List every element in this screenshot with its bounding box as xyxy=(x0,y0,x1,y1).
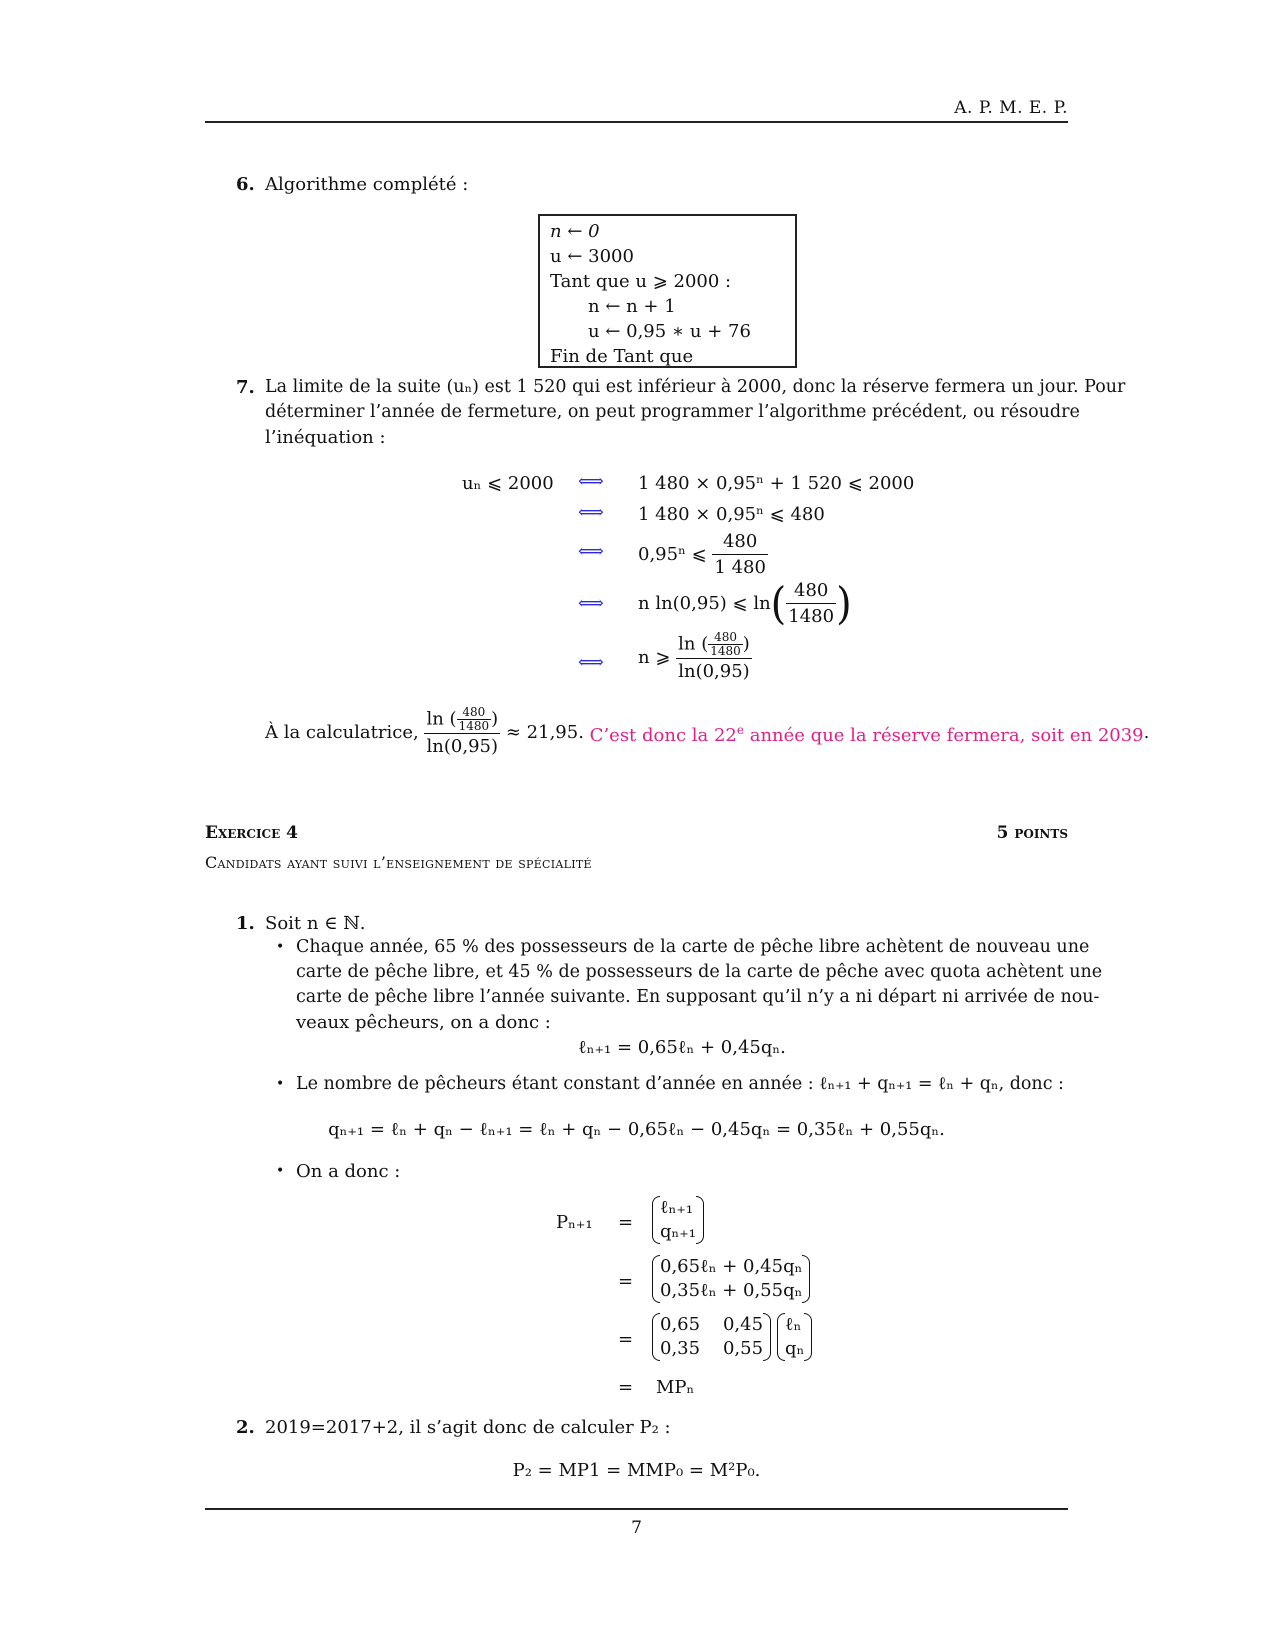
algo-line: n ← 0 xyxy=(550,221,600,242)
algo-line: n ← n + 1 xyxy=(588,296,676,317)
matrix-cell: qₙ₊₁ xyxy=(660,1221,697,1242)
algo-line: Tant que u ⩾ 2000 : xyxy=(550,271,732,292)
equiv-arrow: ⟺ xyxy=(578,471,604,492)
ineq-row-5 xyxy=(638,631,752,684)
fraction xyxy=(676,631,752,684)
algorithm-box xyxy=(538,214,797,368)
q7-line2: déterminer l’année de fermeture, on peut programmer l’algorithme précédent, ou résoudre xyxy=(265,402,1080,422)
equals-sign: = xyxy=(618,1271,634,1292)
p1-intro: Soit n ∈ ℕ. xyxy=(265,913,366,934)
footer-rule xyxy=(205,1508,1068,1510)
q6-text: Algorithme complété : xyxy=(265,174,469,195)
inner-fraction xyxy=(708,631,743,658)
matrix-cell: 0,65 xyxy=(660,1314,701,1335)
p2-eq: P₂ = MP1 = MMP₀ = M²P₀. xyxy=(512,1460,761,1481)
matrix-cell: 0,35ℓₙ + 0,55qₙ xyxy=(660,1280,803,1301)
p1-b1-line4: veaux pêcheurs, on a donc : xyxy=(296,1012,551,1033)
matrix-product xyxy=(652,1313,812,1361)
algo-line: u ← 0,95 ∗ u + 76 xyxy=(588,321,751,342)
ineq-row-3 xyxy=(638,529,768,580)
vector-pn xyxy=(777,1313,812,1361)
calc-approx: ≈ 21,95. xyxy=(505,722,584,743)
vector-pn1 xyxy=(652,1196,704,1244)
p1-b2: Le nombre de pêcheurs étant constant d’année en année : ℓₙ₊₁ + qₙ₊₁ = ℓₙ + qₙ, donc : xyxy=(296,1074,1064,1094)
q7-line3: l’inéquation : xyxy=(265,427,386,448)
bullet: • xyxy=(276,1076,285,1092)
equiv-arrow: ⟺ xyxy=(578,593,604,614)
bullet: • xyxy=(276,1163,285,1179)
ineq-lhs: uₙ ⩽ 2000 xyxy=(462,473,554,494)
page-number: 7 xyxy=(631,1518,642,1538)
left-paren: ( xyxy=(770,578,787,629)
fraction-numerator: ln ( $\frac{480}{1480}$ ) xyxy=(678,630,750,658)
period: . xyxy=(1143,722,1150,743)
equiv-arrow: ⟺ xyxy=(578,502,604,523)
calc-conclusion xyxy=(590,718,1144,748)
conclusion-sup: e xyxy=(736,722,744,737)
mpn: MPₙ xyxy=(656,1377,695,1398)
q7-number: 7. xyxy=(236,377,255,398)
ineq-row-4-left: n ln(0,95) ⩽ ln xyxy=(638,593,771,614)
matrix xyxy=(652,1255,810,1303)
p1-b1-line2: carte de pêche libre, et 45 % de possesseurs de la carte de pêche avec quota achètent une xyxy=(296,962,1103,982)
vector-expanded xyxy=(652,1255,810,1303)
p1-eq1: ℓₙ₊₁ = 0,65ℓₙ + 0,45qₙ. xyxy=(578,1037,786,1058)
exercise-subtitle: Candidats ayant suivi l’enseignement de spécialité xyxy=(205,853,592,872)
ineq-row-3-left: 0,95ⁿ ⩽ xyxy=(638,544,707,565)
p1-b1-line1: Chaque année, 65 % des possesseurs de la carte de pêche libre achètent de nouveau une xyxy=(296,937,1090,957)
equiv-arrow: ⟺ xyxy=(578,652,604,673)
fraction-numerator: 480 xyxy=(786,578,836,604)
conclusion-text-b: année que la réserve fermera, soit en 2039 xyxy=(744,724,1144,746)
p1-b1-line3: carte de pêche libre l’année suivante. En supposant qu’il n’y a ni départ ni arrivée de nou- xyxy=(296,987,1100,1007)
calc-prefix: À la calculatrice, xyxy=(265,722,419,743)
fraction-denominator: ln(0,95) xyxy=(678,661,750,682)
ineq-row-2: 1 480 × 0,95ⁿ ⩽ 480 xyxy=(638,504,825,525)
conclusion-text-a: C’est donc la 22 xyxy=(589,724,737,746)
ineq-row-5-left: n ⩾ xyxy=(638,647,671,668)
p1-eq2: qₙ₊₁ = ℓₙ + qₙ − ℓₙ₊₁ = ℓₙ + qₙ − 0,65ℓₙ − 0,45qₙ = 0,35ℓₙ + 0,55qₙ. xyxy=(328,1119,945,1140)
matrix-cell: ℓₙ xyxy=(785,1314,802,1335)
pn1-label: Pₙ₊₁ xyxy=(556,1212,593,1233)
fraction-denominator: ln(0,95) xyxy=(426,736,499,757)
p1-b3: On a donc : xyxy=(296,1161,401,1182)
p1-number: 1. xyxy=(236,913,255,934)
inner-denominator: 1480 xyxy=(710,644,741,658)
q7-line1: La limite de la suite (uₙ) est 1 520 qui est inférieur à 2000, donc la réserve fermera un jour. Pour xyxy=(265,377,1126,397)
fraction-denominator: 1480 xyxy=(788,606,835,627)
calculator-line xyxy=(265,706,1149,759)
inner-numerator: 480 xyxy=(708,631,743,645)
ineq-row-4 xyxy=(638,578,852,629)
fraction-numerator: 480 xyxy=(712,529,768,555)
equals-sign: = xyxy=(618,1329,634,1350)
equals-sign: = xyxy=(618,1212,634,1233)
exercise-points: 5 points xyxy=(996,823,1068,843)
matrix-cell: 0,35 xyxy=(660,1338,701,1359)
fraction-denominator: 1 480 xyxy=(714,557,766,578)
ineq-row-1: 1 480 × 0,95ⁿ + 1 520 ⩽ 2000 xyxy=(638,473,915,494)
fraction xyxy=(424,706,500,759)
matrix-cell: 0,45 xyxy=(722,1314,764,1335)
algo-line: u ← 3000 xyxy=(550,246,634,267)
matrix xyxy=(652,1196,704,1244)
matrix-cell: 0,55 xyxy=(722,1338,764,1359)
ln-label: ln xyxy=(678,633,696,655)
inner-denominator: 1480 xyxy=(458,719,490,733)
algo-line: Fin de Tant que xyxy=(550,346,694,367)
fraction xyxy=(786,578,836,629)
header-rule xyxy=(205,121,1068,123)
right-paren: ) xyxy=(836,578,852,629)
fraction xyxy=(712,529,768,580)
bullet: • xyxy=(276,939,285,955)
running-header: A. P. M. E. P. xyxy=(954,98,1068,118)
p2-number: 2. xyxy=(236,1417,255,1438)
inner-numerator: 480 xyxy=(457,706,492,720)
ln-label: ln xyxy=(426,708,444,730)
equals-sign: = xyxy=(618,1377,634,1398)
matrix-cell: ℓₙ₊₁ xyxy=(660,1197,694,1218)
matrix-cell: qₙ xyxy=(785,1338,805,1359)
fraction-numerator: ln ( $\frac{480}{1480}$ ) xyxy=(426,705,499,733)
equiv-arrow: ⟺ xyxy=(578,541,604,562)
p2-text: 2019=2017+2, il s’agit donc de calculer P₂ : xyxy=(265,1417,671,1438)
inner-fraction xyxy=(457,706,492,733)
q6-number: 6. xyxy=(236,174,255,195)
exercise-title: Exercice 4 xyxy=(205,823,298,843)
matrix-m xyxy=(652,1313,771,1361)
matrix-cell: 0,65ℓₙ + 0,45qₙ xyxy=(660,1256,803,1277)
